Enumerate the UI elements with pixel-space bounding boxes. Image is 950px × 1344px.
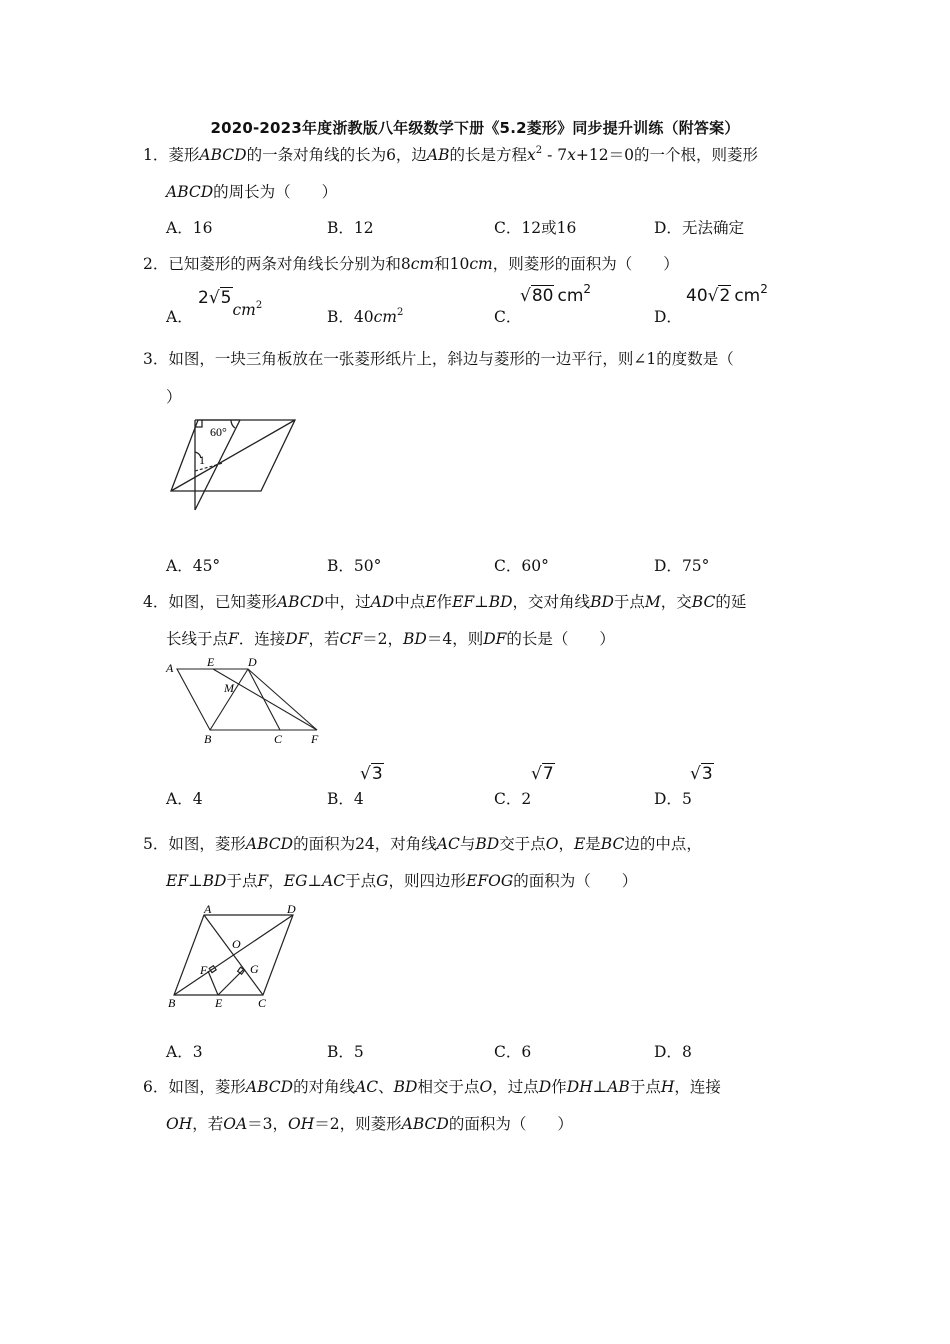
- question-6-stem-line2: OH，若OA＝3，OH＝2，则菱形ABCD的面积为（ ）: [166, 1115, 573, 1133]
- question-1-stem-line2: ABCD的周长为（ ）: [166, 183, 338, 201]
- label-O: O: [232, 937, 241, 951]
- question-1-stem: 1．菱形ABCD的一条对角线的长为6，边AB的长是方程$x^2 - 7x+12=0$的一个根，则菱形: [143, 145, 758, 164]
- q3-option-c: C．60°: [494, 557, 549, 575]
- q5-option-b: B．5: [327, 1043, 364, 1061]
- q5-option-d: D．8: [654, 1043, 692, 1061]
- q4-option-d-radical: √3: [690, 764, 713, 784]
- q1-option-c: C．12或16: [494, 219, 577, 237]
- angle-1-label: 1: [199, 453, 205, 467]
- question-4-figure: [160, 655, 335, 747]
- rhombus-diagonal: [171, 420, 295, 491]
- label-D: D: [248, 655, 257, 669]
- page-title: 2020-2023年度浙教版八年级数学下册《5.2菱形》同步提升训练（附答案）: [210, 119, 740, 137]
- q1-option-a: A．16: [166, 219, 213, 237]
- label-C: C: [258, 996, 267, 1010]
- label-G: G: [250, 962, 259, 976]
- q2-option-a-value: $2√5cm^2$: [198, 288, 263, 319]
- q2-option-b: B．$40cm^2$: [327, 307, 404, 326]
- q3-option-a: A．45°: [166, 557, 221, 575]
- q5-option-a: A．3: [166, 1043, 203, 1061]
- question-3-stem-line2: ）: [166, 388, 182, 406]
- question-5-figure: [160, 898, 310, 1012]
- line-df: [248, 669, 317, 730]
- q2-option-a-label: A．: [166, 308, 193, 326]
- q3-option-d: D．75°: [654, 557, 710, 575]
- label-M: M: [224, 681, 234, 695]
- q5-option-c: C．6: [494, 1043, 532, 1061]
- q2-option-d-label: D．: [654, 308, 682, 326]
- label-B: B: [204, 732, 212, 746]
- q3-option-b: B．50°: [327, 557, 382, 575]
- question-5-stem: 5．如图，菱形ABCD的面积为24，对角线AC与BD交于点O，E是BC边的中点，: [143, 835, 702, 853]
- q1-option-d: D．无法确定: [654, 219, 744, 237]
- angle-60-arc: [231, 420, 235, 428]
- q2-option-c-value: √80 $cm^2$: [520, 282, 592, 306]
- segment-ef: [208, 971, 218, 995]
- label-C: C: [274, 732, 283, 746]
- label-B: B: [168, 996, 176, 1010]
- q4-option-d: D．5: [654, 790, 692, 808]
- question-3-stem: 3．如图，一块三角板放在一张菱形纸片上，斜边与菱形的一边平行，则∠1的度数是（: [143, 350, 734, 368]
- q4-option-c-radical: √7: [531, 764, 554, 784]
- q4-option-b: B．4: [327, 790, 364, 808]
- question-5-stem-line2: EF⊥BD于点F，EG⊥AC于点G，则四边形EFOG的面积为（ ）: [166, 872, 638, 890]
- diagonal-bd: [174, 915, 293, 995]
- label-D: D: [287, 902, 296, 916]
- label-A: A: [166, 661, 174, 675]
- question-6-stem: 6．如图，菱形ABCD的对角线AC、BD相交于点O，过点D作DH⊥AB于点H，连接: [143, 1078, 721, 1096]
- q2-option-d-value: 40√2 $cm^2$: [686, 282, 768, 306]
- question-3-figure: [165, 414, 305, 514]
- q4-option-b-radical: √3: [360, 764, 383, 784]
- label-E: E: [207, 655, 215, 669]
- q4-option-a: A．4: [166, 790, 203, 808]
- q2-option-c-label: C．: [494, 308, 522, 326]
- label-F: F: [200, 963, 208, 977]
- angle-60-label: 60°: [210, 425, 227, 439]
- question-4-stem: 4．如图，已知菱形ABCD中，过AD中点E作EF⊥BD，交对角线BD于点M，交BC的延: [143, 593, 747, 611]
- question-4-stem-line2: 长线于点F．连接DF，若CF＝2，BD＝4，则DF的长是（ ）: [166, 630, 615, 648]
- label-A: A: [204, 902, 212, 916]
- q4-option-c: C．2: [494, 790, 532, 808]
- label-F: F: [311, 732, 319, 746]
- label-E: E: [215, 996, 223, 1010]
- question-2-stem: 2．已知菱形的两条对角线长分别为和8cm和10cm，则菱形的面积为（ ）: [143, 255, 679, 273]
- q1-option-b: B．12: [327, 219, 374, 237]
